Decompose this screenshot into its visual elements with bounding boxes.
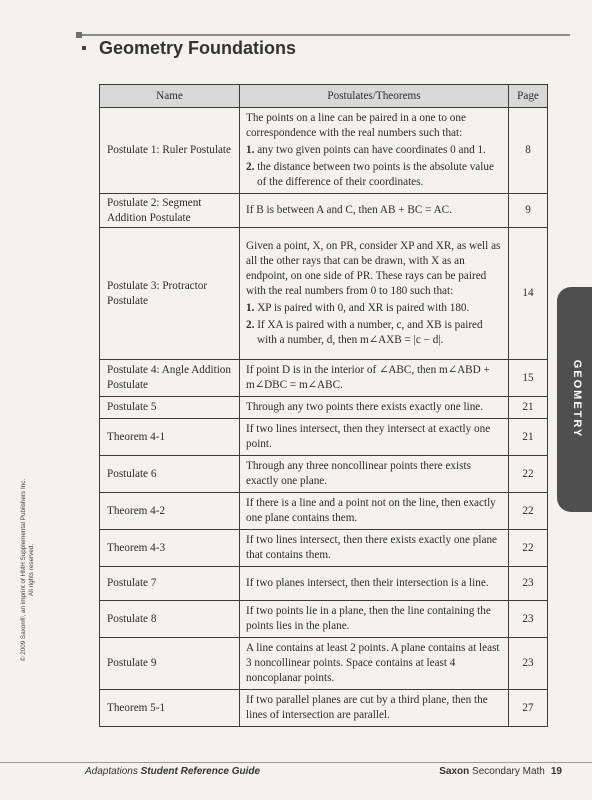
entry-name: Postulate 4: Angle Addition Postulate [100, 360, 240, 397]
entry-page: 22 [509, 530, 548, 567]
table-row [100, 493, 548, 530]
footer-left [85, 766, 260, 777]
entry-page: 21 [509, 397, 548, 419]
copyright-notice [20, 479, 36, 661]
table-row [100, 456, 548, 493]
item-number: 2. [246, 161, 255, 173]
entry-page: 14 [509, 228, 548, 360]
entry-page: 23 [509, 638, 548, 690]
entry-page: 21 [509, 419, 548, 456]
entry-name: Theorem 5-1 [100, 690, 240, 727]
statement-text: If two planes intersect, then their intersection is a line. [246, 577, 489, 589]
statement-text: Given a point, X, on PR, consider XP and XR, as well as all the other rays that can be drawn, with X as an endpoint, on one side of PR. These rays can be paired with the real numbers from 0 to 180 such that: [246, 240, 501, 297]
item-number: 1. [246, 144, 255, 156]
entry-page: 9 [509, 194, 548, 228]
entry-page: 15 [509, 360, 548, 397]
page-number: 19 [550, 766, 562, 777]
entry-page: 8 [509, 108, 548, 194]
column-header-name: Name [100, 85, 240, 108]
statement-text: If two parallel planes are cut by a third plane, then the lines of intersection are parallel. [246, 694, 488, 721]
statement-item [246, 318, 504, 348]
table-row [100, 419, 548, 456]
entry-statement [240, 360, 509, 397]
entry-page: 22 [509, 456, 548, 493]
entry-name: Theorem 4-3 [100, 530, 240, 567]
item-text: XP is paired with 0, and XR is paired with 180. [257, 302, 470, 314]
entry-page: 22 [509, 493, 548, 530]
statement-text: If there is a line and a point not on the line, then exactly one plane contains them. [246, 497, 496, 524]
entry-name: Postulate 8 [100, 601, 240, 638]
statement-item [246, 143, 504, 158]
entry-name: Postulate 5 [100, 397, 240, 419]
entry-statement [240, 638, 509, 690]
entry-statement [240, 493, 509, 530]
table-header-row [100, 85, 548, 108]
entry-name: Postulate 1: Ruler Postulate [100, 108, 240, 194]
footer-right [439, 766, 562, 777]
table-row [100, 690, 548, 727]
table-row [100, 108, 548, 194]
table-row [100, 601, 548, 638]
statement-text: If two points lie in a plane, then the line containing the points lies in the plane. [246, 605, 491, 632]
entry-page: 23 [509, 567, 548, 601]
column-header-postulates: Postulates/Theorems [240, 85, 509, 108]
copyright-line-1: © 2009 Saxon®, an imprint of HMH Supplemental Publishers Inc. [20, 478, 27, 662]
item-number: 2. [246, 319, 255, 331]
footer-publisher: Saxon [439, 766, 470, 777]
table-row [100, 228, 548, 360]
entry-statement [240, 567, 509, 601]
table-row [100, 530, 548, 567]
entry-page: 27 [509, 690, 548, 727]
table-row [100, 567, 548, 601]
statement-text: The points on a line can be paired in a one to one correspondence with the real numbers such that: [246, 112, 466, 139]
statement-text: If two lines intersect, then they intersect at exactly one point. [246, 423, 491, 450]
statement-text: If B is between A and C, then AB + BC = AC. [246, 204, 452, 216]
statement-item [246, 160, 504, 190]
copyright-line-2: All rights reserved. [28, 543, 35, 597]
header-rule [78, 34, 570, 36]
entry-statement [240, 601, 509, 638]
statement-text: If two lines intersect, then there exists exactly one plane that contains them. [246, 534, 498, 561]
item-text: any two given points can have coordinates 0 and 1. [257, 144, 486, 156]
table-row [100, 360, 548, 397]
entry-statement [240, 456, 509, 493]
entry-name: Postulate 3: Protractor Postulate [100, 228, 240, 360]
statement-item [246, 301, 504, 316]
table-row [100, 194, 548, 228]
footer-course: Secondary Math [469, 766, 545, 777]
entry-name: Postulate 7 [100, 567, 240, 601]
entry-name: Postulate 2: Segment Addition Postulate [100, 194, 240, 228]
footer-rule [0, 762, 592, 763]
entry-name: Postulate 9 [100, 638, 240, 690]
header-bullet [82, 46, 86, 50]
entry-statement [240, 397, 509, 419]
footer-series: Adaptations [85, 766, 141, 777]
column-header-page: Page [509, 85, 548, 108]
statement-text: Through any three noncollinear points there exists exactly one plane. [246, 460, 471, 487]
reference-table [99, 84, 548, 727]
entry-statement [240, 690, 509, 727]
entry-name: Theorem 4-1 [100, 419, 240, 456]
entry-name: Theorem 4-2 [100, 493, 240, 530]
entry-statement [240, 228, 509, 360]
entry-statement [240, 108, 509, 194]
page-title: Geometry Foundations [99, 38, 297, 58]
header-rule-end [76, 32, 82, 38]
entry-statement [240, 530, 509, 567]
entry-name: Postulate 6 [100, 456, 240, 493]
section-tab-label: GEOMETRY [571, 359, 583, 439]
statement-text: Through any two points there exists exactly one line. [246, 401, 484, 413]
item-text: If XA is paired with a number, c, and XB is paired with a number, d, then m∠AXB = |c − d|. [257, 319, 483, 346]
footer-guide-title: Student Reference Guide [140, 766, 261, 777]
table-row [100, 638, 548, 690]
table-body [100, 108, 548, 727]
entry-statement [240, 194, 509, 228]
statement-text: If point D is in the interior of ∠ABC, then m∠ABD + m∠DBC = m∠ABC. [246, 364, 490, 391]
item-number: 1. [246, 302, 255, 314]
item-text: the distance between two points is the absolute value of the difference of their coordinates. [257, 161, 494, 188]
statement-text: A line contains at least 2 points. A plane contains at least 3 noncollinear points. Space contains at least 4 noncoplanar points. [246, 642, 500, 684]
table-row [100, 397, 548, 419]
entry-page: 23 [509, 601, 548, 638]
entry-statement [240, 419, 509, 456]
